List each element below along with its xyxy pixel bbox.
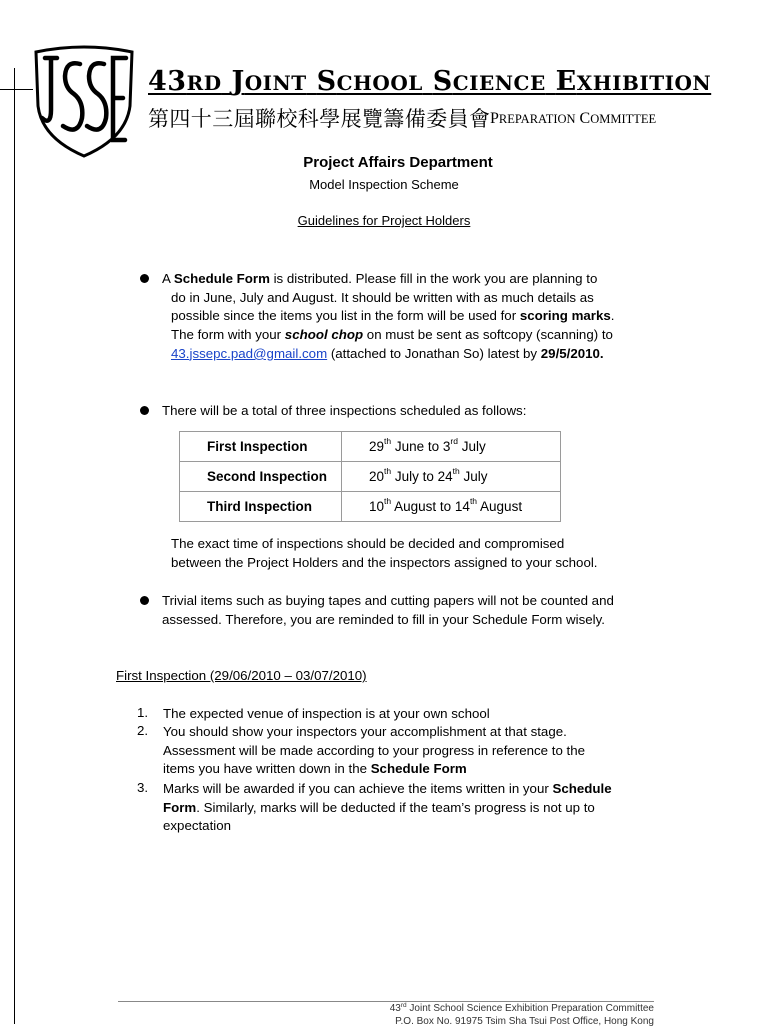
bullet1-line3: possible since the items you list in the form will be used for scoring marks. <box>171 308 615 324</box>
crop-mark-vertical <box>14 68 15 1024</box>
bullet-point <box>140 596 149 605</box>
inspection-label: Third Inspection <box>180 492 342 522</box>
item3-line3: expectation <box>163 818 232 834</box>
list-item <box>163 723 585 779</box>
table-row <box>180 462 561 492</box>
bullet-point <box>140 274 149 283</box>
item3-line1: Marks will be awarded if you can achieve the items written in your Schedule <box>163 781 612 796</box>
item2-line2: Assessment will be made according to your progress in reference to the <box>163 742 586 758</box>
note-line1: The exact time of inspections should be decided and compromised <box>171 536 565 551</box>
crop-mark-horizontal <box>0 89 33 90</box>
inspection-label: First Inspection <box>180 432 342 462</box>
preparation-committee-label: PREPARATION COMMITTEE <box>490 110 657 127</box>
bullet3-line2: assessed. Therefore, you are reminded to fill in your Schedule Form wisely. <box>162 611 605 627</box>
footer-divider <box>118 1001 654 1002</box>
bullet-schedule-form <box>162 270 614 364</box>
bullet-trivial-items <box>162 592 614 629</box>
jsse-logo <box>32 44 136 158</box>
item3-line2: Form. Similarly, marks will be deducted if the team’s progress is not up to <box>163 799 595 815</box>
first-inspection-heading: First Inspection (29/06/2010 – 03/07/2010) <box>116 668 367 683</box>
table-row <box>180 492 561 522</box>
inspection-dates: 29th June to 3rd July <box>342 432 561 462</box>
bullet1-line1: A Schedule Form is distributed. Please fill in the work you are planning to <box>162 271 598 286</box>
bullet3-line1: Trivial items such as buying tapes and cutting papers will not be counted and <box>162 593 614 608</box>
guidelines-heading: Guidelines for Project Holders <box>297 213 471 228</box>
bullet1-line2: do in June, July and August. It should be written with as much details as <box>171 289 594 305</box>
item2-line3: items you have written down in the Schedule Form <box>163 761 467 777</box>
footer-committee: 43rd Joint School Science Exhibition Preparation Committee <box>389 1002 654 1014</box>
table-row <box>180 432 561 462</box>
bullet-point <box>140 406 149 415</box>
list-item <box>163 780 612 836</box>
scheme-subtitle: Model Inspection Scheme <box>309 177 459 192</box>
inspection-dates: 10th August to 14th August <box>342 492 561 522</box>
list-number: 2. <box>137 723 149 738</box>
inspection-schedule-table <box>179 431 561 522</box>
exhibition-title: 43RD JOINT SCHOOL SCIENCE EXHIBITION <box>148 66 712 97</box>
item2-line1: You should show your inspectors your accomplishment at that stage. <box>163 724 567 739</box>
note-line2: between the Project Holders and the inspectors assigned to your school. <box>171 554 598 570</box>
footer-address: P.O. Box No. 91975 Tsim Sha Tsui Post Office, Hong Kong <box>395 1016 654 1027</box>
email-link[interactable]: 43.jssepc.pad@gmail.com <box>171 345 328 361</box>
item1-line1: The expected venue of inspection is at your own school <box>163 706 490 721</box>
inspection-dates: 20th July to 24th July <box>342 462 561 492</box>
list-number: 3. <box>137 780 149 795</box>
bullet1-line4: The form with your school chop on must be sent as softcopy (scanning) to <box>171 327 613 343</box>
exhibition-title-chinese: 第四十三屆聯校科學展覽籌備委員會 <box>148 107 491 131</box>
department-heading: Project Affairs Department <box>303 154 493 171</box>
list-number: 1. <box>137 705 149 720</box>
inspection-time-note <box>171 535 598 572</box>
list-item <box>163 705 490 724</box>
bullet1-line5: 43.jssepc.pad@gmail.com (attached to Jonathan So) latest by 29/5/2010. <box>171 345 604 361</box>
inspection-label: Second Inspection <box>180 462 342 492</box>
bullet-three-inspections: There will be a total of three inspections scheduled as follows: <box>162 403 527 418</box>
